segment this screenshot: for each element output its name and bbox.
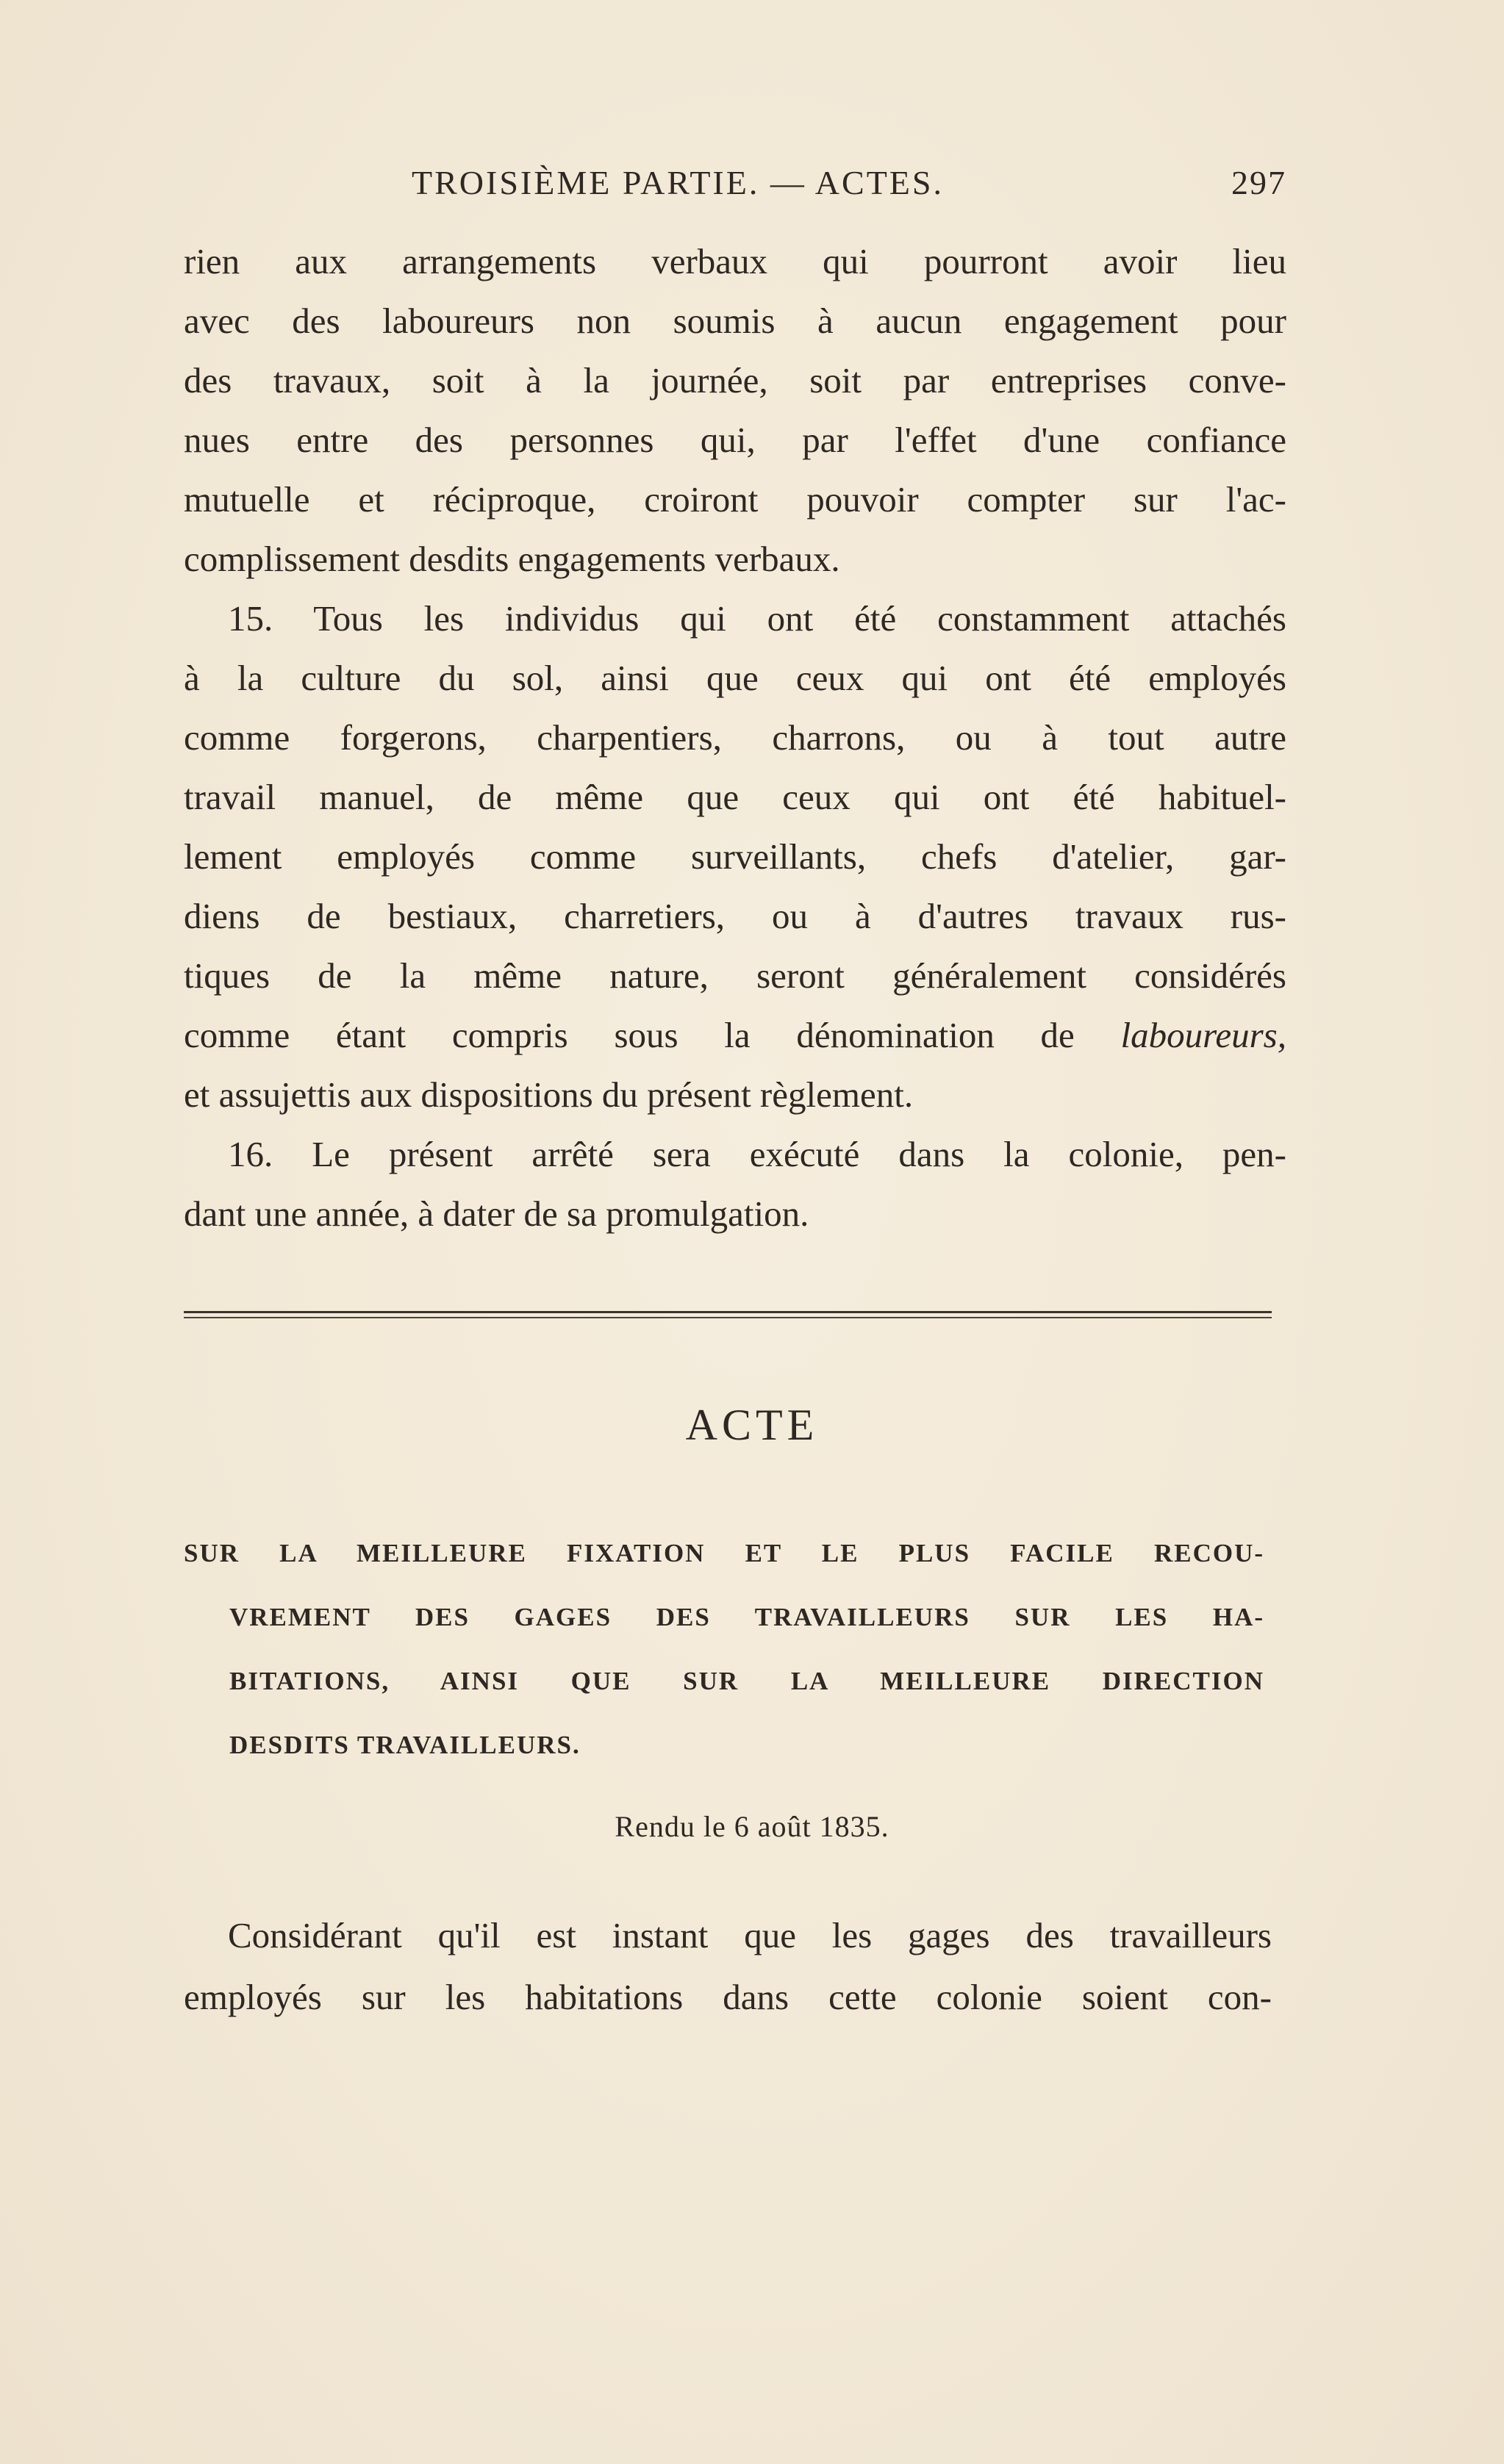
text-line: avec des laboureurs non soumis à aucun engagement pour	[184, 301, 1286, 341]
text-line: mutuelle et réciproque, croiront pouvoir compter sur l'ac-	[184, 479, 1286, 520]
divider-thick-line	[184, 1311, 1272, 1313]
text-line: nues entre des personnes qui, par l'effet d'une confiance	[184, 420, 1286, 460]
subtitle-line: BITATIONS, AINSI QUE SUR LA MEILLEURE DIRECTION	[229, 1667, 1264, 1695]
text-line: tiques de la même nature, seront généralement considérés	[184, 955, 1286, 996]
act-subtitle	[184, 1521, 1264, 1777]
subtitle-line: VREMENT DES GAGES DES TRAVAILLEURS SUR LES HA-	[229, 1603, 1264, 1631]
text-line: complissement desdits engagements verbaux.	[184, 539, 840, 579]
act-date: Rendu le 6 août 1835.	[615, 1810, 889, 1843]
text-line: lement employés comme surveillants, chefs d'atelier, gar-	[184, 836, 1286, 877]
divider-thin-line	[184, 1317, 1272, 1318]
article-15-first-line: 15. Tous les individus qui ont été constamment attachés	[228, 598, 1286, 639]
text-line-with-italic	[184, 1005, 1286, 1065]
act-title: ACTE	[685, 1401, 819, 1449]
body-text	[184, 231, 1286, 1243]
text-line: rien aux arrangements verbaux qui pourront avoir lieu	[184, 241, 1286, 281]
text-line: et assujettis aux dispositions du présent règlement.	[184, 1074, 914, 1115]
text-line: diens de bestiaux, charretiers, ou à d'autres travaux rus-	[184, 896, 1286, 936]
article-16-first-line: 16. Le présent arrêté sera exécuté dans la colonie, pen-	[228, 1134, 1286, 1174]
subtitle-line: DESDITS TRAVAILLEURS.	[229, 1731, 581, 1759]
text-line: employés sur les habitations dans cette colonie soient con-	[184, 1977, 1272, 2017]
text-line: dant une année, à dater de sa promulgation.	[184, 1193, 809, 1234]
italic-term: laboureurs,	[1120, 1015, 1287, 1055]
running-head: TROISIÈME PARTIE. — ACTES.	[412, 164, 944, 201]
text-line: des travaux, soit à la journée, soit par entreprises conve-	[184, 360, 1286, 401]
section-divider	[184, 1311, 1272, 1318]
page-header	[184, 163, 1286, 207]
considerant-paragraph	[184, 1905, 1272, 2028]
text-line: travail manuel, de même que ceux qui ont été habituel-	[184, 777, 1286, 817]
text-line: comme forgerons, charpentiers, charrons, ou à tout autre	[184, 717, 1286, 758]
text-line-part: comme étant compris sous la dénomination de	[184, 1015, 1075, 1055]
page-number: 297	[1231, 164, 1286, 201]
text-line: Considérant qu'il est instant que les gages des travailleurs	[228, 1915, 1272, 1955]
subtitle-line: SUR LA MEILLEURE FIXATION ET LE PLUS FACILE RECOU-	[184, 1539, 1264, 1567]
text-line: à la culture du sol, ainsi que ceux qui ont été employés	[184, 658, 1286, 698]
